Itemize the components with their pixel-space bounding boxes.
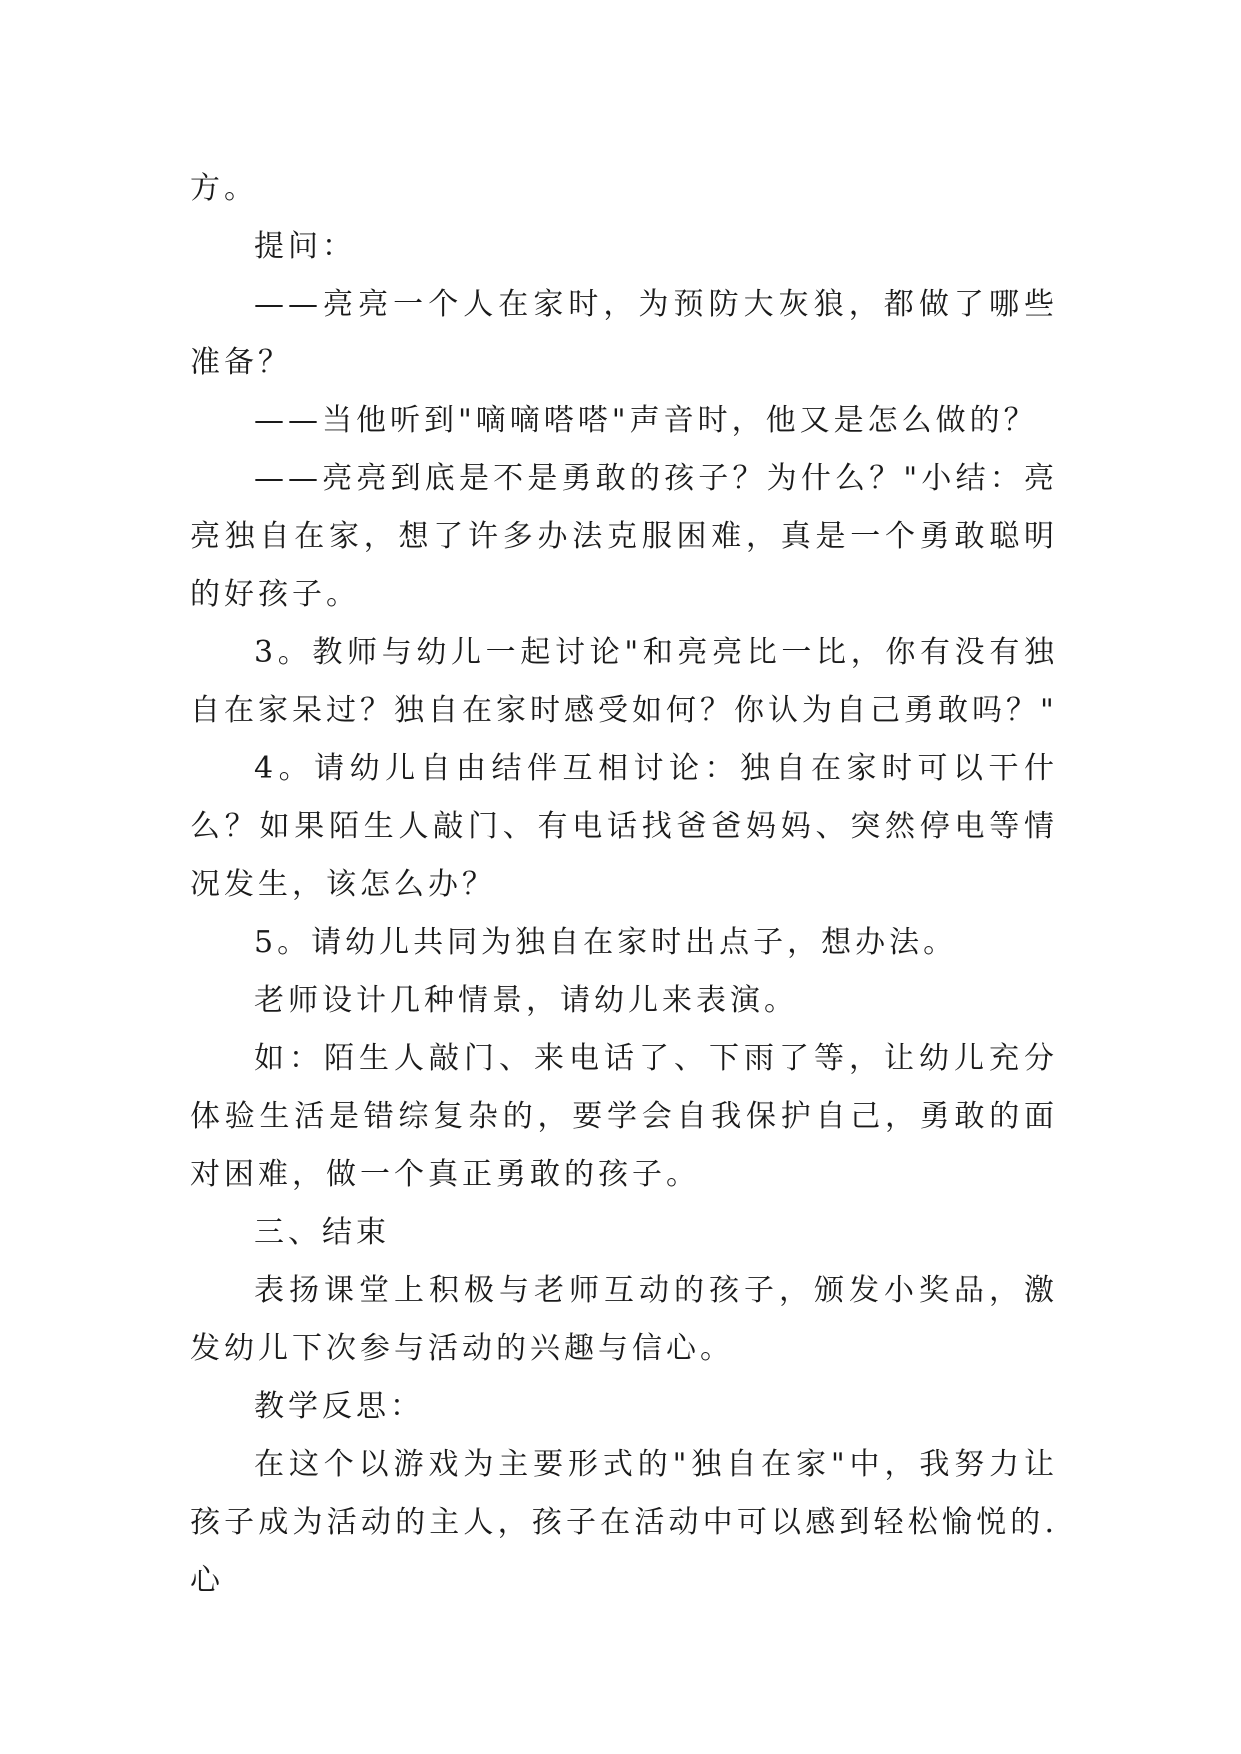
paragraph-question-2: ——当他听到"嘀嘀嗒嗒"声音时，他又是怎么做的？ (254, 403, 1038, 438)
paragraph-step-4: 4。请幼儿自由结伴互相讨论：独自在家时可以干什么？如果陌生人敲门、有电话找爸爸妈妈、突然停电等情况发生，该怎么办？ (190, 751, 1058, 902)
section-heading-reflection: 教学反思： (254, 1389, 424, 1424)
document-body (190, 160, 1058, 1610)
paragraph-question-3: ——亮亮到底是不是勇敢的孩子？为什么？"小结：亮亮独自在家，想了许多办法克服困难，真是一个勇敢聪明的好孩子。 (190, 461, 1058, 612)
paragraph-reflection: 在这个以游戏为主要形式的"独自在家"中，我努力让孩子成为活动的主人，孩子在活动中可以感到轻松愉悦的.心 (190, 1447, 1058, 1598)
paragraph-scenarios: 老师设计几种情景，请幼儿来表演。 (254, 983, 798, 1018)
paragraph-questions-heading: 提问： (254, 229, 356, 264)
paragraph-step-3: 3。教师与幼儿一起讨论"和亮亮比一比，你有没有独自在家呆过？独自在家时感受如何？你认为自己勇敢吗？" (190, 635, 1058, 728)
paragraph-question-1: ——亮亮一个人在家时，为预防大灰狼，都做了哪些准备？ (190, 287, 1058, 380)
section-heading-ending: 三、结束 (254, 1215, 390, 1250)
paragraph-step-5: 5。请幼儿共同为独自在家时出点子，想办法。 (254, 925, 958, 960)
paragraph-continuation: 方。 (190, 171, 258, 206)
paragraph-example: 如：陌生人敲门、来电话了、下雨了等，让幼儿充分体验生活是错综复杂的，要学会自我保护自己，勇敢的面对困难，做一个真正勇敢的孩子。 (190, 1041, 1058, 1192)
paragraph-praise: 表扬课堂上积极与老师互动的孩子，颁发小奖品，激发幼儿下次参与活动的兴趣与信心。 (190, 1273, 1058, 1366)
